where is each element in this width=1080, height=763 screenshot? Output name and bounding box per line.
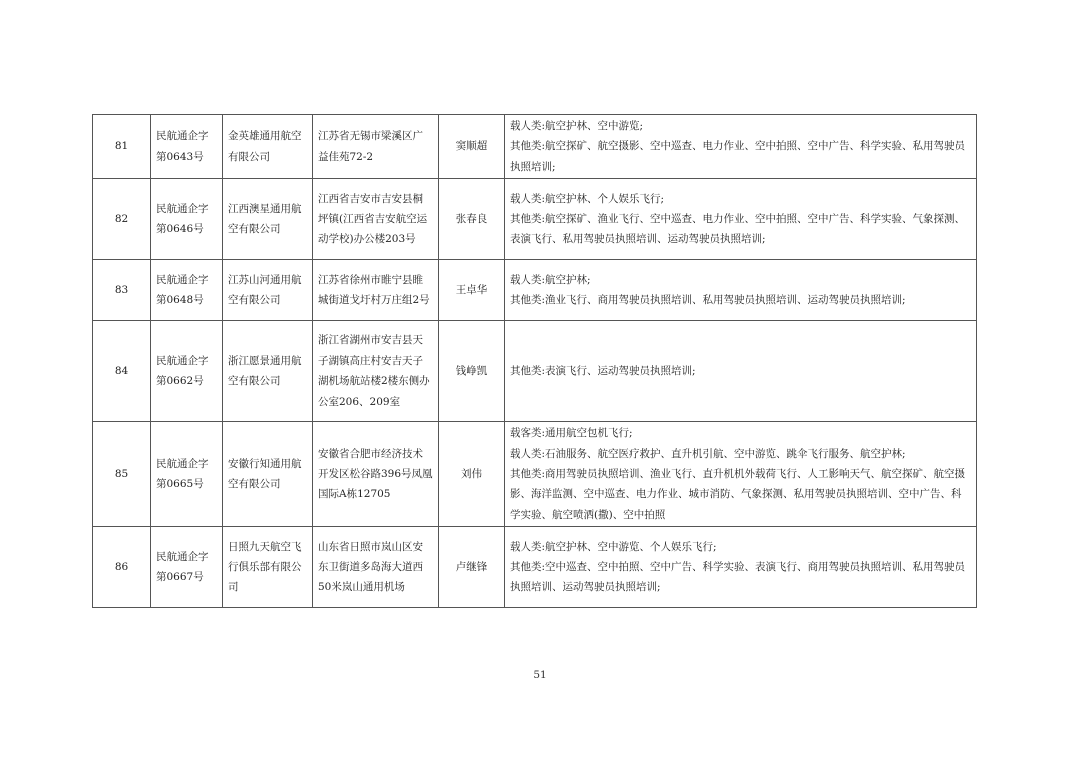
company-address: 安徽省合肥市经济技术开发区松谷路396号凤凰国际A栋12705 xyxy=(313,422,439,527)
company-address: 山东省日照市岚山区安东卫街道多岛海大道西50米岚山通用机场 xyxy=(313,527,439,608)
legal-representative: 窦顺超 xyxy=(439,115,505,179)
table-row xyxy=(93,527,977,608)
business-scope xyxy=(505,179,977,260)
company-name: 金英雄通用航空有限公司 xyxy=(223,115,313,179)
row-number: 81 xyxy=(93,115,151,179)
license-number: 民航通企字第0665号 xyxy=(151,422,223,527)
license-number: 民航通企字第0667号 xyxy=(151,527,223,608)
row-number: 84 xyxy=(93,321,151,422)
company-address: 江西省吉安市吉安县桐坪镇(江西省吉安航空运动学校)办公楼203号 xyxy=(313,179,439,260)
company-address: 浙江省湖州市安吉县天子湖镇高庄村安吉天子湖机场航站楼2楼东侧办公室206、209室 xyxy=(313,321,439,422)
company-name: 日照九天航空飞行俱乐部有限公司 xyxy=(223,527,313,608)
business-scope xyxy=(505,527,977,608)
scope-line: 载人类:航空护林; xyxy=(510,273,591,286)
table-row xyxy=(93,260,977,321)
scope-line: 其他类:空中巡查、空中拍照、空中广告、科学实验、表演飞行、商用驾驶员执照培训、私用驾驶员执照培训、运动驾驶员执照培训; xyxy=(510,561,966,594)
business-scope xyxy=(505,422,977,527)
row-number: 86 xyxy=(93,527,151,608)
enterprise-table xyxy=(92,114,977,608)
license-number: 民航通企字第0646号 xyxy=(151,179,223,260)
legal-representative: 张春良 xyxy=(439,179,505,260)
table-row xyxy=(93,321,977,422)
legal-representative: 卢继锋 xyxy=(439,527,505,608)
business-scope xyxy=(505,115,977,179)
legal-representative: 钱峥凯 xyxy=(439,321,505,422)
company-name: 江苏山河通用航空有限公司 xyxy=(223,260,313,321)
page-number: 51 xyxy=(533,669,547,681)
row-number: 85 xyxy=(93,422,151,527)
company-address: 江苏省徐州市睢宁县睢城街道戈圩村万庄组2号 xyxy=(313,260,439,321)
scope-line: 载人类:航空护林、空中游览、个人娱乐飞行; xyxy=(510,540,717,553)
license-number: 民航通企字第0662号 xyxy=(151,321,223,422)
company-name: 浙江愿景通用航空有限公司 xyxy=(223,321,313,422)
business-scope xyxy=(505,321,977,422)
scope-line: 其他类:航空探矿、渔业飞行、空中巡查、电力作业、空中拍照、空中广告、科学实验、气象探测、表演飞行、私用驾驶员执照培训、运动驾驶员执照培训; xyxy=(510,213,966,246)
row-number: 82 xyxy=(93,179,151,260)
legal-representative: 刘伟 xyxy=(439,422,505,527)
scope-line: 载客类:通用航空包机飞行; xyxy=(510,427,633,440)
license-number: 民航通企字第0643号 xyxy=(151,115,223,179)
license-number: 民航通企字第0648号 xyxy=(151,260,223,321)
scope-line: 其他类:航空探矿、航空摄影、空中巡查、电力作业、空中拍照、空中广告、科学实验、私用驾驶员执照培训; xyxy=(510,140,966,173)
scope-line: 其他类:表演飞行、运动驾驶员执照培训; xyxy=(510,365,696,378)
company-name: 江西澳星通用航空有限公司 xyxy=(223,179,313,260)
scope-line: 载人类:石油服务、航空医疗救护、直升机引航、空中游览、跳伞飞行服务、航空护林; xyxy=(510,447,906,460)
business-scope xyxy=(505,260,977,321)
legal-representative: 王卓华 xyxy=(439,260,505,321)
table-row xyxy=(93,179,977,260)
scope-line: 其他类:商用驾驶员执照培训、渔业飞行、直升机机外载荷飞行、人工影响天气、航空探矿、航空摄影、海洋监测、空中巡查、电力作业、城市消防、气象探测、私用驾驶员执照培训、空中广告、科学实验、航空喷洒(撒)、空中拍照 xyxy=(510,468,966,521)
company-name: 安徽行知通用航空有限公司 xyxy=(223,422,313,527)
scope-line: 载人类:航空护林、个人娱乐飞行; xyxy=(510,192,665,205)
scope-line: 载人类:航空护林、空中游览; xyxy=(510,120,644,132)
table-row xyxy=(93,422,977,527)
scope-line: 其他类:渔业飞行、商用驾驶员执照培训、私用驾驶员执照培训、运动驾驶员执照培训; xyxy=(510,294,906,307)
company-address: 江苏省无锡市梁溪区广益佳苑72-2 xyxy=(313,115,439,179)
row-number: 83 xyxy=(93,260,151,321)
table-row xyxy=(93,115,977,179)
